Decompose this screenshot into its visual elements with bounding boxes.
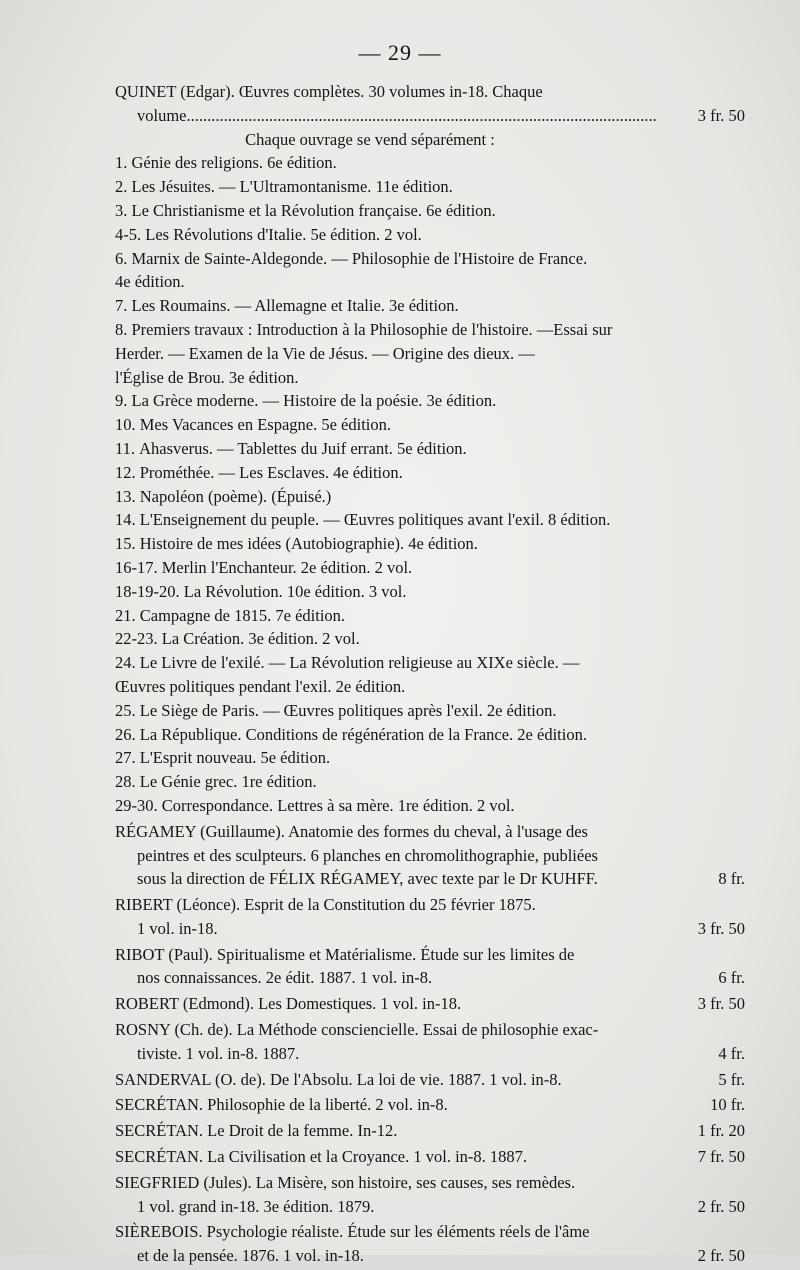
- entry-line: 1 vol. grand in-18. 3e édition. 1879.: [137, 1196, 375, 1216]
- entry-price: 6 fr.: [718, 968, 745, 988]
- list-item: [115, 580, 745, 604]
- entry-price: 7 fr. 50: [697, 1147, 745, 1167]
- item-number: 11.: [115, 438, 140, 458]
- list-item: [115, 532, 745, 556]
- entry-line: RIBOT (Paul). Spiritualisme et Matérialisme. Étude sur les limites de: [115, 944, 575, 964]
- item-title: Correspondance. Lettres à sa mère. 1re édition. 2 vol.: [161, 795, 515, 815]
- item-title: Mes Vacances en Espagne. 5e édition.: [139, 415, 391, 435]
- item-title: Prométhée. — Les Esclaves. 4e édition.: [139, 462, 403, 482]
- entry-text: volume: [137, 105, 187, 125]
- entry-line: 1 vol. in-18.: [137, 918, 218, 938]
- item-title: Merlin l'Enchanteur. 2e édition. 2 vol.: [161, 557, 413, 577]
- item-number: 14.: [115, 510, 140, 530]
- entry-line: RÉGAMEY (Guillaume). Anatomie des formes du cheval, à l'usage des: [115, 821, 588, 841]
- list-item: [115, 508, 745, 532]
- list-item: [115, 604, 745, 628]
- item-title: Histoire de mes idées (Autobiographie). 4e édition.: [139, 534, 478, 554]
- entry-regamey: [115, 820, 745, 891]
- item-number: 18-19-20.: [115, 581, 184, 601]
- list-item: [115, 485, 745, 509]
- item-number: 12.: [115, 462, 140, 482]
- page-number: — 29 —: [358, 40, 442, 65]
- entry-secretan1: [115, 1093, 745, 1117]
- item-number: 1.: [115, 153, 132, 173]
- item-number: 6.: [115, 248, 132, 268]
- item-number: 26.: [115, 724, 140, 744]
- entry-price: 10 fr.: [710, 1095, 745, 1115]
- list-item: [115, 223, 745, 247]
- entry-secretan2: [115, 1119, 745, 1143]
- item-title: Génie des religions. 6e édition.: [131, 153, 337, 173]
- item-title: Campagne de 1815. 7e édition.: [139, 605, 346, 625]
- item-number: 15.: [115, 534, 140, 554]
- works-list: [115, 151, 745, 817]
- entry-robert: [115, 992, 745, 1016]
- entry-line: RIBERT (Léonce). Esprit de la Constitution du 25 février 1875.: [115, 895, 536, 915]
- item-number: 7.: [115, 296, 132, 316]
- item-title: Premiers travaux : Introduction à la Philosophie de l'histoire. —Essai sur: [131, 319, 613, 339]
- entry-price: 2 fr. 50: [697, 1196, 745, 1216]
- entry-ribert: [115, 893, 745, 941]
- list-item: [115, 746, 745, 770]
- item-number: 16-17.: [115, 557, 162, 577]
- list-item: [115, 318, 745, 389]
- item-title: Le Livre de l'exilé. — La Révolution religieuse au XIXe siècle. —: [139, 653, 580, 673]
- entry-price: 4 fr.: [718, 1043, 745, 1063]
- entry-line: SANDERVAL (O. de). De l'Absolu. La loi de vie. 1887. 1 vol. in-8.: [115, 1069, 562, 1089]
- item-number: 25.: [115, 700, 140, 720]
- list-item: [115, 556, 745, 580]
- item-title: L'Esprit nouveau. 5e édition.: [139, 748, 331, 768]
- entry-line: SIEGFRIED (Jules). La Misère, son histoire, ses causes, ses remèdes.: [115, 1172, 576, 1192]
- list-item: [115, 199, 745, 223]
- item-number: 9.: [115, 391, 132, 411]
- entry-ribot: [115, 943, 745, 991]
- item-title: Le Génie grec. 1re édition.: [139, 772, 317, 792]
- list-item: [115, 461, 745, 485]
- entry-price: 1 fr. 20: [697, 1121, 745, 1141]
- leader-dots: ..................................................................................................................: [186, 105, 657, 125]
- item-title: La République. Conditions de régénération de la France. 2e édition.: [139, 724, 587, 744]
- subheading: Chaque ouvrage se vend séparément :: [245, 129, 495, 149]
- other-entries: [115, 820, 745, 1268]
- entry-line: SECRÉTAN. La Civilisation et la Croyance. 1 vol. in-8. 1887.: [115, 1147, 528, 1167]
- entry-quinet: [115, 80, 745, 818]
- item-title: Les Révolutions d'Italie. 5e édition. 2 vol.: [145, 224, 422, 244]
- entry-line: ROBERT (Edmond). Les Domestiques. 1 vol. in-18.: [115, 994, 462, 1014]
- entry-line: et de la pensée. 1876. 1 vol. in-18.: [137, 1246, 364, 1266]
- list-item: [115, 794, 745, 818]
- item-number: 27.: [115, 748, 140, 768]
- item-continuation: Herder. — Examen de la Vie de Jésus. — Origine des dieux. —: [115, 343, 535, 363]
- item-title: La Création. 3e édition. 2 vol.: [161, 629, 360, 649]
- list-item: [115, 437, 745, 461]
- list-item: [115, 651, 745, 699]
- item-title: La Grèce moderne. — Histoire de la poésie. 3e édition.: [131, 391, 497, 411]
- entry-sierebois: [115, 1220, 745, 1268]
- list-item: [115, 699, 745, 723]
- item-number: 4-5.: [115, 224, 146, 244]
- item-continuation: l'Église de Brou. 3e édition.: [115, 367, 299, 387]
- item-number: 8.: [115, 319, 132, 339]
- item-title: L'Enseignement du peuple. — Œuvres politiques avant l'exil. 8 édition.: [139, 510, 611, 530]
- item-title: Le Christianisme et la Révolution française. 6e édition.: [131, 200, 496, 220]
- entry-line: peintres et des sculpteurs. 6 planches en chromolithographie, publiées: [137, 845, 598, 865]
- entry-line: QUINET (Edgar). Œuvres complètes. 30 volumes in-18. Chaque: [115, 82, 543, 101]
- item-title: Le Siège de Paris. — Œuvres politiques après l'exil. 2e édition.: [139, 700, 557, 720]
- item-number: 28.: [115, 772, 140, 792]
- entry-line: tiviste. 1 vol. in-8. 1887.: [137, 1043, 300, 1063]
- item-continuation: Œuvres politiques pendant l'exil. 2e édition.: [115, 676, 406, 696]
- entry-line: ROSNY (Ch. de). La Méthode consciencielle. Essai de philosophie exac-: [115, 1020, 599, 1040]
- entry-line: sous la direction de FÉLIX RÉGAMEY, avec texte par le Dr KUHFF.: [137, 869, 598, 889]
- list-item: [115, 627, 745, 651]
- entry-sanderval: [115, 1068, 745, 1092]
- list-item: [115, 247, 745, 295]
- entry-price: 8 fr.: [718, 869, 745, 889]
- item-number: 3.: [115, 200, 132, 220]
- item-title: Ahasverus. — Tablettes du Juif errant. 5e édition.: [139, 438, 467, 458]
- entry-rosny: [115, 1018, 745, 1066]
- item-continuation: 4e édition.: [115, 272, 185, 292]
- entry-line: SECRÉTAN. Philosophie de la liberté. 2 vol. in-8.: [115, 1095, 448, 1115]
- list-item: [115, 723, 745, 747]
- list-item: [115, 389, 745, 413]
- item-title: Les Roumains. — Allemagne et Italie. 3e édition.: [131, 296, 459, 316]
- item-number: 24.: [115, 653, 140, 673]
- entry-price: 3 fr. 50: [697, 105, 745, 125]
- list-item: [115, 151, 745, 175]
- item-number: 2.: [115, 177, 132, 197]
- list-item: [115, 294, 745, 318]
- entry-line: [115, 104, 745, 128]
- item-number: 21.: [115, 605, 140, 625]
- entry-line: SIÈREBOIS. Psychologie réaliste. Étude sur les éléments réels de l'âme: [115, 1222, 590, 1242]
- item-title: Marnix de Sainte-Aldegonde. — Philosophie de l'Histoire de France.: [131, 248, 588, 268]
- list-item: [115, 175, 745, 199]
- item-number: 29-30.: [115, 795, 162, 815]
- item-title: La Révolution. 10e édition. 3 vol.: [183, 581, 407, 601]
- entry-price: 3 fr. 50: [697, 994, 745, 1014]
- catalogue-entries: [115, 80, 745, 1270]
- entry-price: 2 fr. 50: [697, 1246, 745, 1266]
- item-number: 10.: [115, 415, 140, 435]
- item-number: 22-23.: [115, 629, 162, 649]
- entry-price: 3 fr. 50: [697, 918, 745, 938]
- entry-price: 5 fr.: [718, 1069, 745, 1089]
- list-item: [115, 413, 745, 437]
- entry-line: SECRÉTAN. Le Droit de la femme. In-12.: [115, 1121, 398, 1141]
- list-item: [115, 770, 745, 794]
- item-number: 13.: [115, 486, 140, 506]
- item-title: Les Jésuites. — L'Ultramontanisme. 11e édition.: [131, 177, 453, 197]
- entry-secretan3: [115, 1145, 745, 1169]
- item-title: Napoléon (poème). (Épuisé.): [139, 486, 332, 506]
- entry-line: nos connaissances. 2e édit. 1887. 1 vol. in-8.: [137, 968, 433, 988]
- entry-siegfried: [115, 1171, 745, 1219]
